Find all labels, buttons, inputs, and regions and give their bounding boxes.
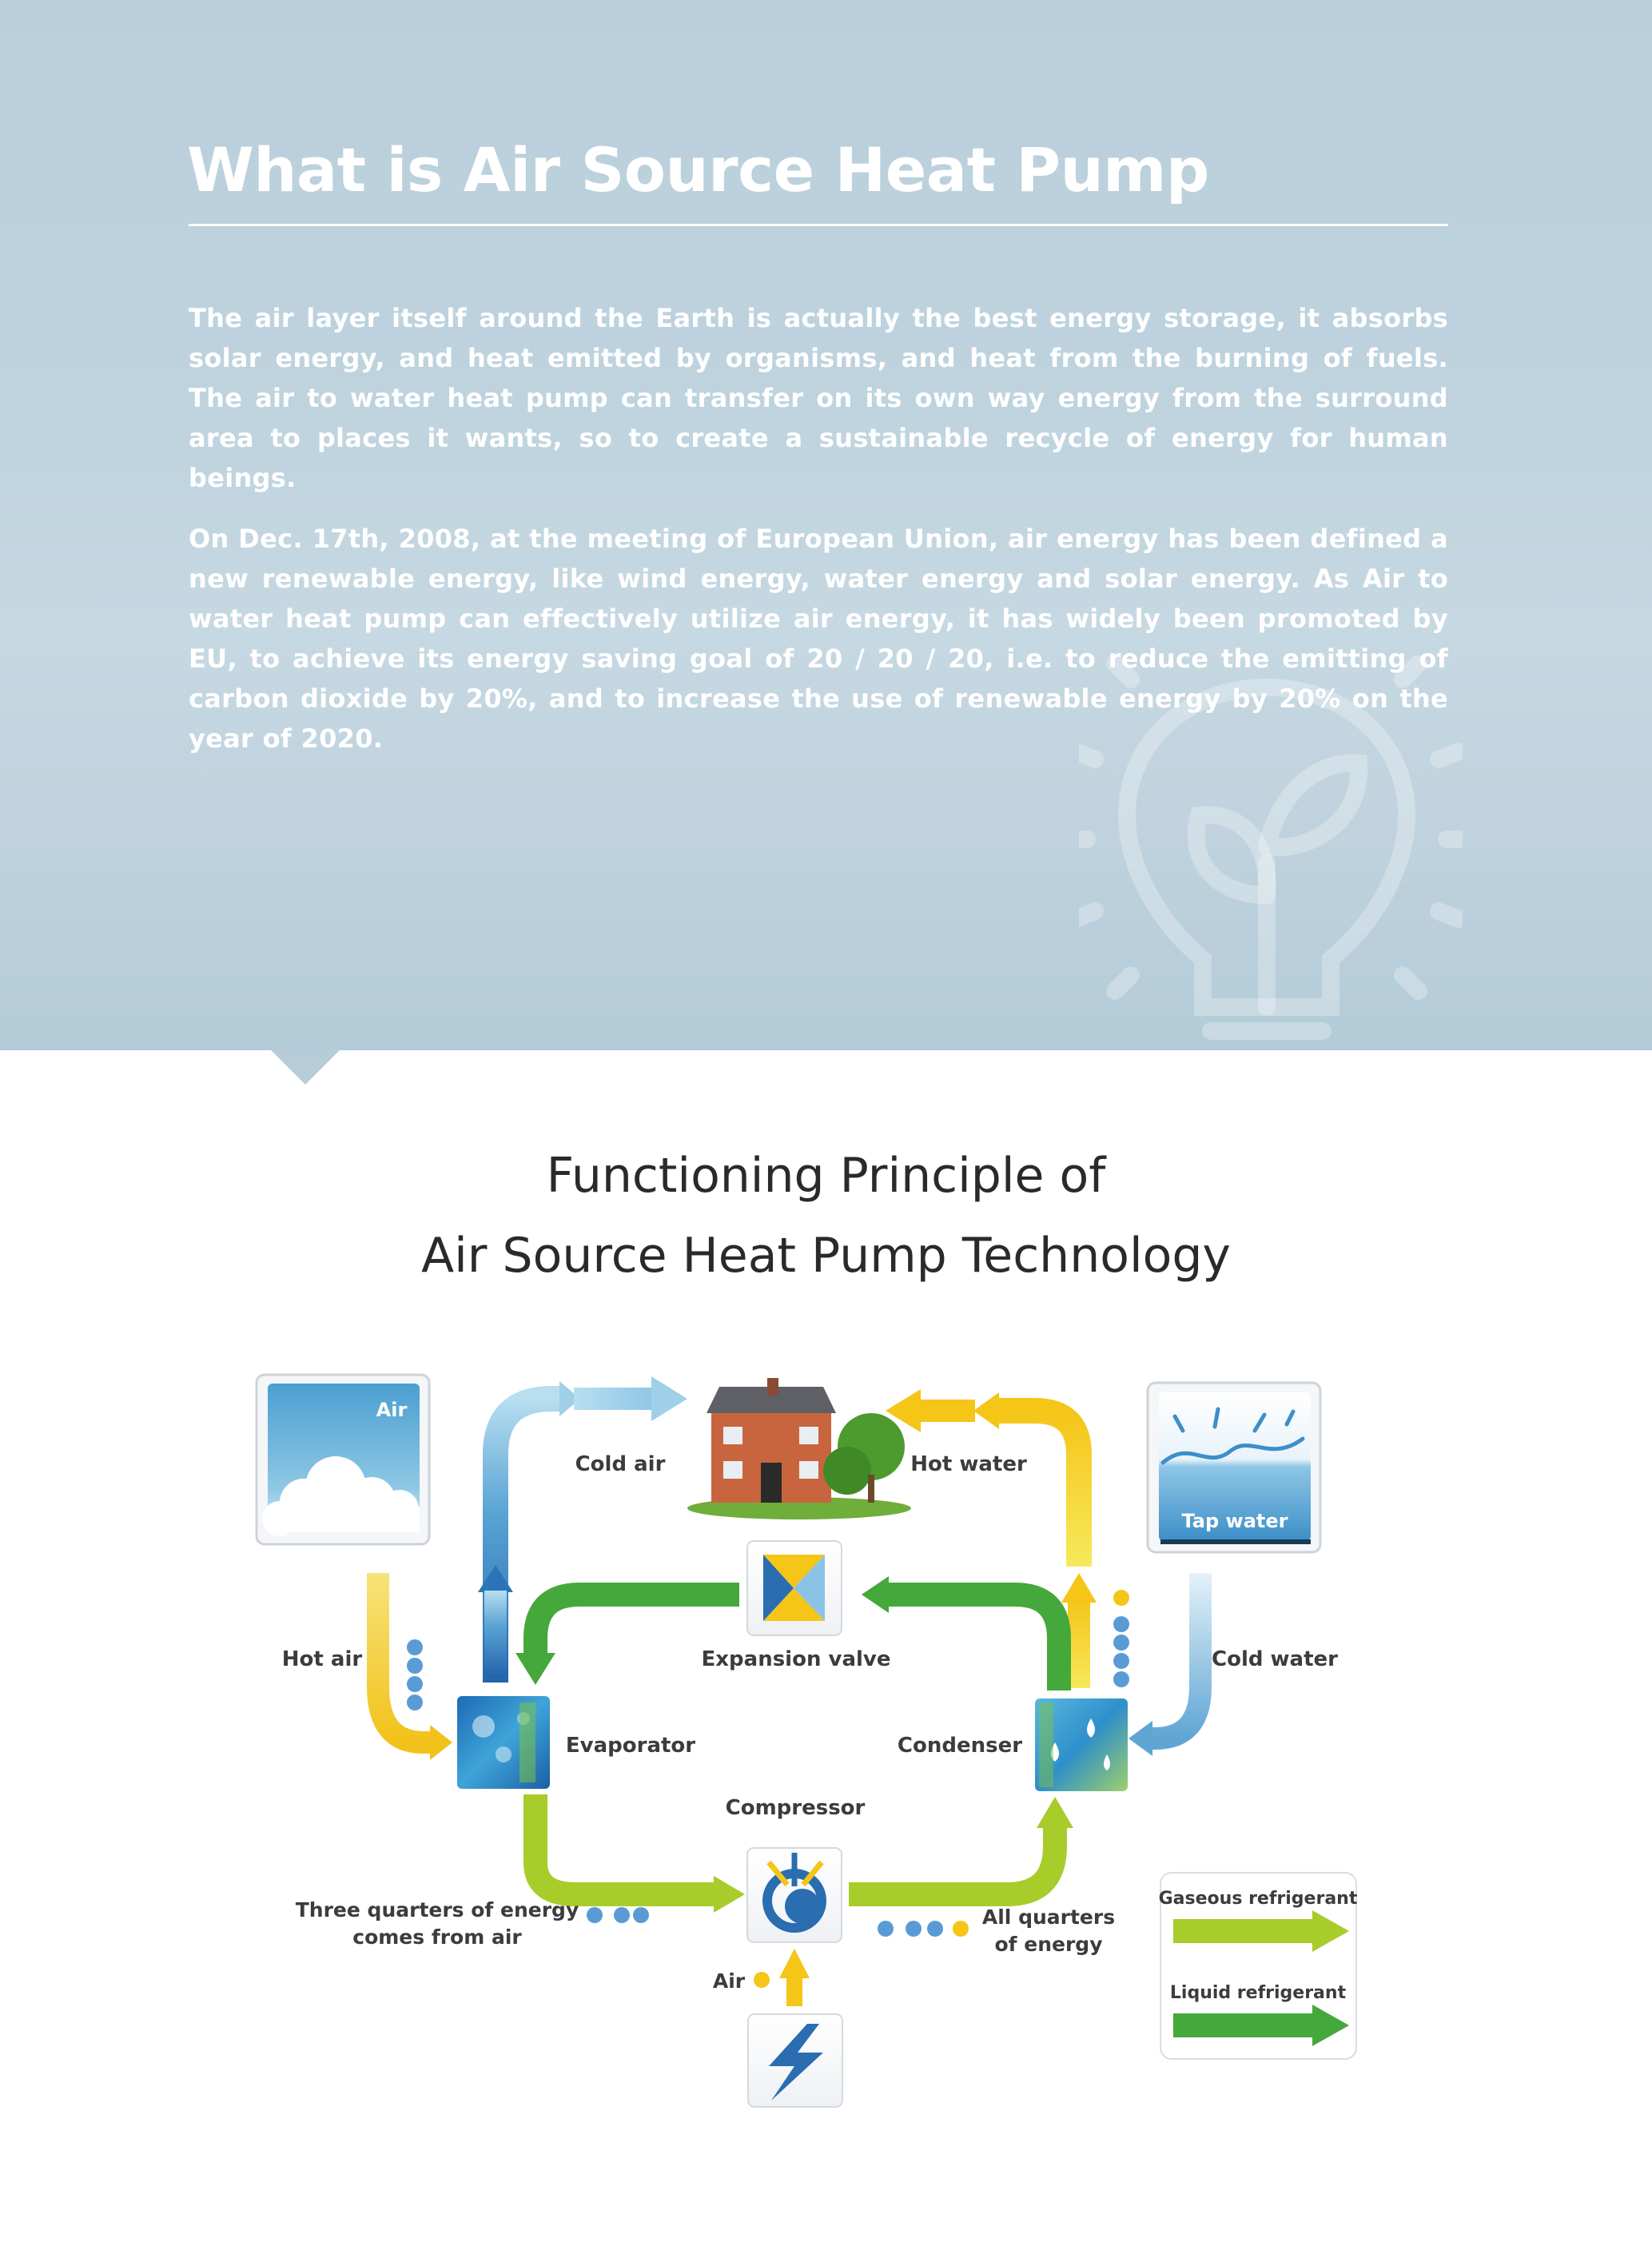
diagram-title-line1: Functioning Principle of — [546, 1148, 1106, 1204]
tap-water-box — [1148, 1383, 1320, 1552]
condenser-icon — [1035, 1698, 1128, 1791]
compressor-icon — [747, 1848, 842, 1942]
expansion-valve-label: Expansion valve — [701, 1647, 891, 1671]
all-quarters-label-line1: All quarters — [981, 1906, 1116, 1929]
compressor-label: Compressor — [725, 1796, 866, 1820]
three-quarters-label-line2: comes from air — [352, 1925, 522, 1949]
section-pointer — [270, 1049, 340, 1085]
all-quarters-label-line2: of energy — [994, 1933, 1103, 1956]
three-quarters-dots — [587, 1907, 649, 1923]
air-input-label: Air — [712, 1969, 746, 1993]
legend-liquid-arrow — [1173, 2013, 1317, 2037]
electricity-icon — [748, 2014, 842, 2107]
hero-section — [0, 0, 1652, 1050]
refrigerant-legend — [1159, 1873, 1358, 2059]
condenser-label: Condenser — [897, 1734, 1023, 1758]
cold-water-label: Cold water — [1212, 1647, 1338, 1671]
heat-pump-diagram — [0, 1279, 1652, 2118]
air-box-label: Air — [376, 1399, 408, 1421]
house-icon — [687, 1378, 911, 1519]
legend-gaseous-label: Gaseous refrigerant — [1158, 1889, 1358, 1909]
all-quarters-dots — [878, 1921, 969, 1937]
lightbulb-icon — [1079, 655, 1463, 1050]
hot-air-dots — [407, 1639, 423, 1710]
air-box — [257, 1375, 429, 1544]
eu-paragraph: On Dec. 17th, 2008, at the meeting of European Union, air energy has been defined a new renewable energy, like wind energy, water energy and solar energy. As Air to water heat pump can effectively utilize air energy, it has widely been promoted by EU, to achieve its energy saving goal of 20 / 20 / 20, i.e. to reduce the emitting of carbon dioxide by 20%, and to increase the use of renewable energy by 20% on the year of 2020. — [189, 524, 1448, 754]
evaporator-label: Evaporator — [565, 1734, 696, 1758]
air-energy-dot — [754, 1972, 770, 1988]
expansion-valve-icon — [747, 1541, 842, 1635]
three-quarters-label-line1: Three quarters of energy — [295, 1898, 579, 1921]
legend-gaseous-arrow — [1173, 1919, 1317, 1943]
evaporator-icon — [457, 1696, 550, 1789]
page-title: What is Air Source Heat Pump — [187, 134, 1209, 205]
cold-air-label: Cold air — [575, 1452, 666, 1476]
hot-water-dots — [1113, 1590, 1129, 1687]
title-divider — [189, 224, 1448, 226]
hot-air-label: Hot air — [281, 1647, 363, 1671]
tap-water-label: Tap water — [1181, 1510, 1288, 1532]
intro-paragraph: The air layer itself around the Earth is actually the best energy storage, it absorbs solar energy, and heat emitted by organisms, and heat from the burning of fuels. The air to water heat pump can transfer on its own way energy from the surround area to places it wants, so to create a sustainable recycle of energy for human beings. — [189, 303, 1448, 493]
hot-water-label: Hot water — [910, 1452, 1027, 1476]
diagram-title-line2: Air Source Heat Pump Technology — [421, 1228, 1231, 1284]
legend-liquid-label: Liquid refrigerant — [1169, 1983, 1347, 2003]
